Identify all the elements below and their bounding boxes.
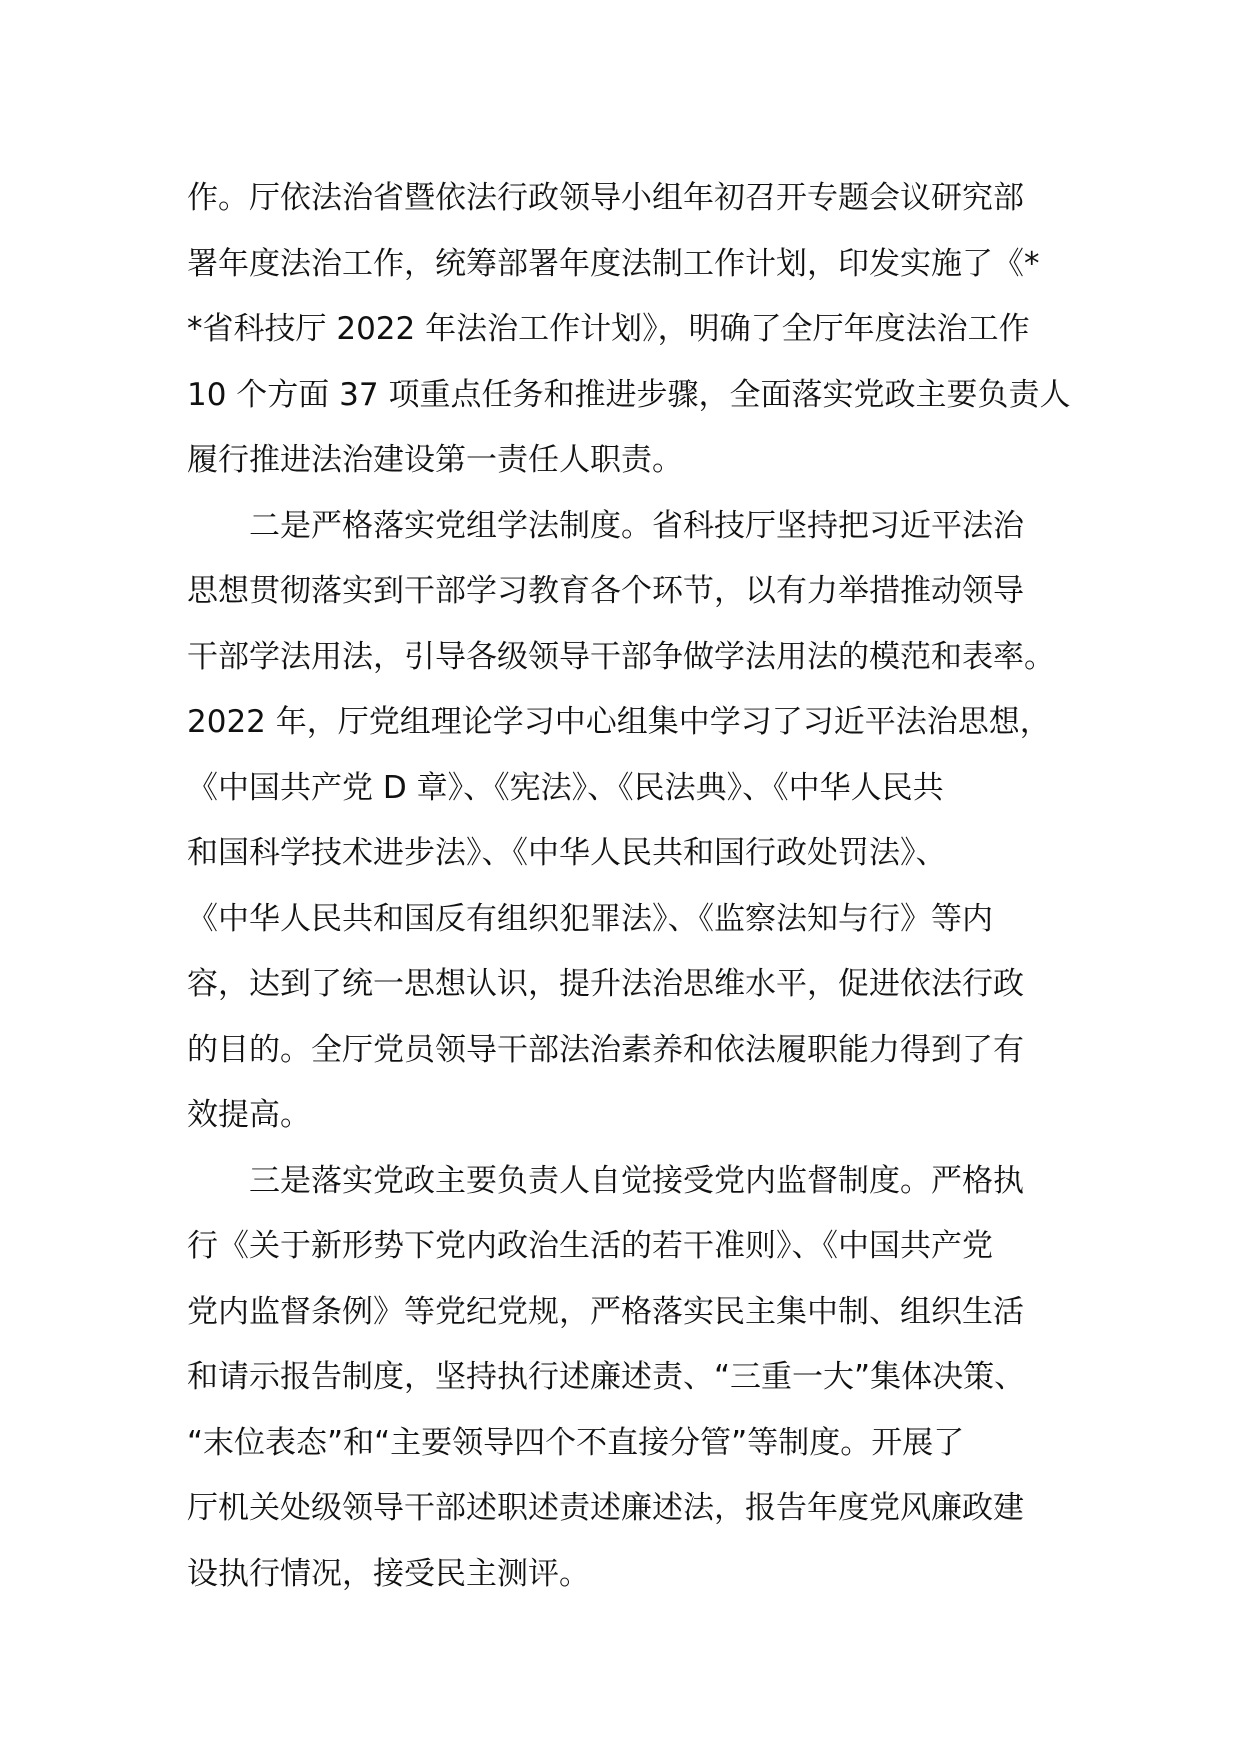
text-line: 干部学法用法，引导各级领导干部争做学法用法的模范和表率。: [187, 638, 1055, 675]
text-line: 署年度法治工作，统筹部署年度法制工作计划，印发实施了《*: [187, 245, 1040, 282]
text-line: 2022 年，厅党组理论学习中心组集中学习了习近平法治思想，: [187, 704, 1051, 740]
text-line: 容，达到了统一思想认识，提升法治思维水平，促进依法行政: [187, 966, 1024, 1002]
text-line: 《中华人民共和国反有组织犯罪法》、《监察法知与行》等内: [187, 900, 993, 937]
text-line: 效提高。: [187, 1097, 311, 1133]
paragraph-start-line: 三是落实党政主要负责人自觉接受党内监督制度。严格执: [249, 1162, 1024, 1199]
text-line: 厅机关处级领导干部述职述责述廉述法，报告年度党风廉政建: [187, 1490, 1024, 1526]
text-line: 10 个方面 37 项重点任务和推进步骤，全面落实党政主要负责人: [187, 376, 1071, 413]
text-line: 设执行情况，接受民主测评。: [187, 1555, 590, 1592]
text-line: 行《关于新形势下党内政治生活的若干准则》、《中国共产党: [187, 1228, 993, 1264]
text-line: 思想贯彻落实到干部学习教育各个环节，以有力举措推动领导: [187, 573, 1024, 609]
body-text: [187, 166, 1071, 1607]
text-line: 和国科学技术进步法》、《中华人民共和国行政处罚法》、: [187, 835, 947, 871]
text-line: *省科技厅 2022 年法治工作计划》，明确了全厅年度法治工作: [187, 311, 1030, 347]
text-line: “末位表态”和“主要领导四个不直接分管”等制度。开展了: [187, 1424, 965, 1461]
text-line: 作。厅依法治省暨依法行政领导小组年初召开专题会议研究部: [187, 180, 1024, 216]
text-line: 《中国共产党 D 章》、《宪法》、《民法典》、《中华人民共: [187, 769, 944, 806]
paragraph-start-line: 二是严格落实党组学法制度。省科技厅坚持把习近平法治: [249, 507, 1024, 544]
text-line: 党内监督条例》等党纪党规，严格落实民主集中制、组织生活: [187, 1293, 1024, 1330]
text-line: 的目的。全厅党员领导干部法治素养和依法履职能力得到了有: [187, 1031, 1024, 1068]
text-line: 和请示报告制度，坚持执行述廉述责、“三重一大”集体决策、: [187, 1359, 1026, 1395]
text-line: 履行推进法治建设第一责任人职责。: [187, 442, 683, 478]
